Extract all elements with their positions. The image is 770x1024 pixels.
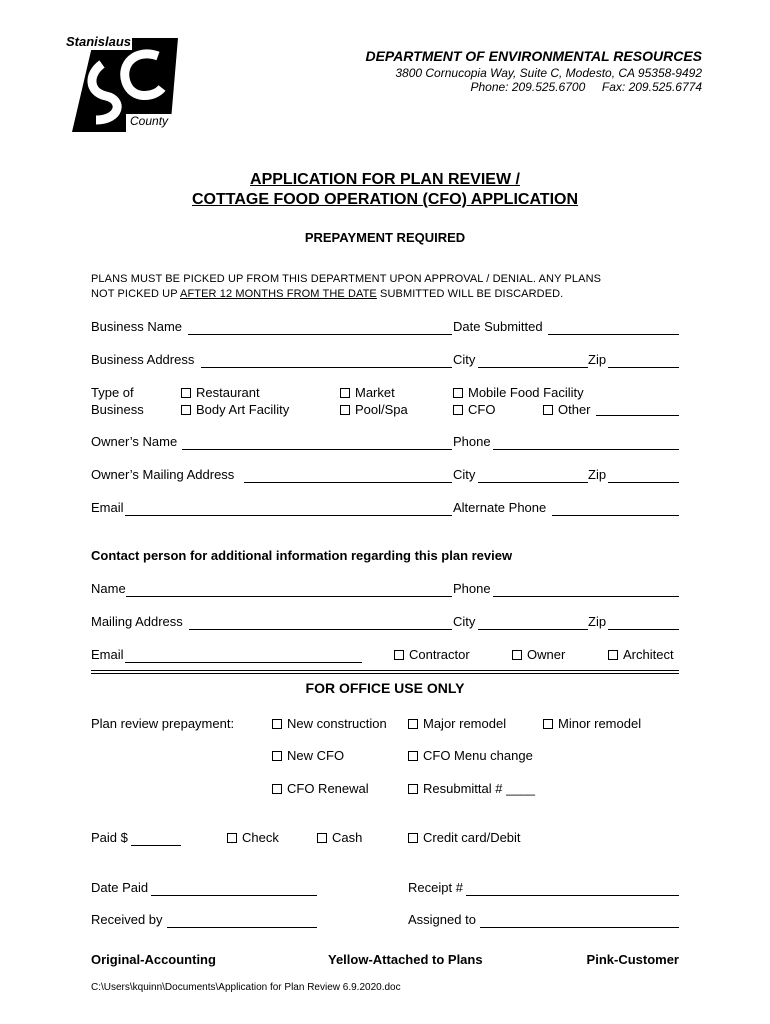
checkbox-icon bbox=[512, 650, 522, 660]
new-construction-checkbox[interactable]: New construction bbox=[272, 716, 387, 731]
checkbox-icon bbox=[272, 784, 282, 794]
market-checkbox[interactable]: Market bbox=[340, 385, 395, 400]
owner-city-label: City bbox=[453, 467, 476, 482]
date-paid-label: Date Paid bbox=[91, 880, 149, 895]
divider-top bbox=[91, 670, 679, 671]
owners-mailing-label: Owner’s Mailing Address bbox=[91, 467, 235, 482]
business-zip-label: Zip bbox=[588, 352, 607, 367]
other-checkbox[interactable]: Other bbox=[543, 402, 591, 417]
business-address-field[interactable] bbox=[201, 367, 452, 368]
contact-email-field[interactable] bbox=[125, 662, 362, 663]
footer-original: Original-Accounting bbox=[91, 952, 216, 967]
architect-checkbox[interactable]: Architect bbox=[608, 647, 674, 662]
prepayment-required: PREPAYMENT REQUIRED bbox=[304, 230, 466, 245]
checkbox-icon bbox=[408, 833, 418, 843]
checkbox-icon bbox=[543, 719, 553, 729]
paid-label: Paid $ bbox=[91, 830, 128, 845]
footer-pink: Pink-Customer bbox=[586, 952, 679, 967]
office-use-heading: FOR OFFICE USE ONLY bbox=[305, 680, 465, 696]
checkbox-icon bbox=[408, 784, 418, 794]
major-remodel-checkbox[interactable]: Major remodel bbox=[408, 716, 506, 731]
logo-text-bottom: County bbox=[130, 114, 169, 128]
checkbox-icon bbox=[394, 650, 404, 660]
owner-phone-label: Phone bbox=[453, 434, 491, 449]
checkbox-icon bbox=[227, 833, 237, 843]
assigned-to-label: Assigned to bbox=[408, 912, 476, 927]
file-path: C:\Users\kquinn\Documents\Application for Plan Review 6.9.2020.doc bbox=[91, 982, 401, 993]
contact-city-field[interactable] bbox=[478, 629, 588, 630]
email-label: Email bbox=[91, 500, 124, 515]
checkbox-icon bbox=[408, 719, 418, 729]
contact-phone-label: Phone bbox=[453, 581, 491, 596]
cfo-renewal-checkbox[interactable]: CFO Renewal bbox=[272, 781, 369, 796]
owners-name-field[interactable] bbox=[182, 449, 452, 450]
received-by-field[interactable] bbox=[167, 927, 317, 928]
prepayment-label: Plan review prepayment: bbox=[91, 716, 235, 731]
assigned-to-field[interactable] bbox=[480, 927, 679, 928]
county-logo bbox=[66, 34, 178, 132]
owner-checkbox[interactable]: Owner bbox=[512, 647, 565, 662]
contact-zip-field[interactable] bbox=[608, 629, 679, 630]
restaurant-checkbox[interactable]: Restaurant bbox=[181, 385, 260, 400]
pool-spa-checkbox[interactable]: Pool/Spa bbox=[340, 402, 408, 417]
type-of-label: Type of bbox=[91, 385, 134, 400]
business-name-label: Business Name bbox=[91, 319, 183, 334]
cfo-menu-change-checkbox[interactable]: CFO Menu change bbox=[408, 748, 533, 763]
checkbox-icon bbox=[272, 719, 282, 729]
receipt-field[interactable] bbox=[466, 895, 679, 896]
title-line-2: COTTAGE FOOD OPERATION (CFO) APPLICATION bbox=[191, 191, 579, 208]
checkbox-icon bbox=[408, 751, 418, 761]
business-label: Business bbox=[91, 402, 144, 417]
new-cfo-checkbox[interactable]: New CFO bbox=[272, 748, 344, 763]
checkbox-icon bbox=[453, 388, 463, 398]
contractor-checkbox[interactable]: Contractor bbox=[394, 647, 470, 662]
date-paid-field[interactable] bbox=[151, 895, 317, 896]
contact-email-label: Email bbox=[91, 647, 124, 662]
logo-text-top: Stanislaus bbox=[66, 34, 132, 49]
alternate-phone-label: Alternate Phone bbox=[453, 500, 547, 515]
resubmittal-checkbox[interactable]: Resubmittal # ____ bbox=[408, 781, 535, 796]
divider-bottom bbox=[91, 673, 679, 674]
title-line-1: APPLICATION FOR PLAN REVIEW / bbox=[250, 171, 520, 188]
business-zip-field[interactable] bbox=[608, 367, 679, 368]
owner-zip-field[interactable] bbox=[608, 482, 679, 483]
cfo-checkbox[interactable]: CFO bbox=[453, 402, 495, 417]
business-city-field[interactable] bbox=[478, 367, 588, 368]
contact-heading: Contact person for additional information regarding this plan review bbox=[91, 548, 513, 563]
business-address-label: Business Address bbox=[91, 352, 195, 367]
business-name-field[interactable] bbox=[188, 334, 452, 335]
owner-phone-field[interactable] bbox=[493, 449, 679, 450]
paid-amount-field[interactable] bbox=[131, 845, 181, 846]
department-address: 3800 Cornucopia Way, Suite C, Modesto, CA 95358-9492 bbox=[395, 66, 702, 80]
notice-line-2: NOT PICKED UP AFTER 12 MONTHS FROM THE DATE SUBMITTED WILL BE DISCARDED. bbox=[91, 288, 564, 300]
contact-mailing-field[interactable] bbox=[189, 629, 452, 630]
checkbox-icon bbox=[543, 405, 553, 415]
checkbox-icon bbox=[340, 388, 350, 398]
notice-line-1: PLANS MUST BE PICKED UP FROM THIS DEPARTMENT UPON APPROVAL / DENIAL. ANY PLANS bbox=[91, 273, 602, 285]
contact-name-label: Name bbox=[91, 581, 126, 596]
department-phone: Phone: 209.525.6700 Fax: 209.525.6774 bbox=[470, 80, 702, 94]
checkbox-icon bbox=[181, 405, 191, 415]
received-by-label: Received by bbox=[91, 912, 163, 927]
cash-checkbox[interactable]: Cash bbox=[317, 830, 362, 845]
contact-name-field[interactable] bbox=[126, 596, 452, 597]
owner-zip-label: Zip bbox=[588, 467, 607, 482]
email-field[interactable] bbox=[125, 515, 452, 516]
alternate-phone-field[interactable] bbox=[552, 515, 679, 516]
footer-yellow: Yellow-Attached to Plans bbox=[328, 952, 483, 967]
credit-card-checkbox[interactable]: Credit card/Debit bbox=[408, 830, 521, 845]
receipt-label: Receipt # bbox=[408, 880, 463, 895]
checkbox-icon bbox=[272, 751, 282, 761]
check-checkbox[interactable]: Check bbox=[227, 830, 279, 845]
checkbox-icon bbox=[317, 833, 327, 843]
minor-remodel-checkbox[interactable]: Minor remodel bbox=[543, 716, 641, 731]
date-submitted-label: Date Submitted bbox=[453, 319, 543, 334]
business-city-label: City bbox=[453, 352, 476, 367]
department-name: DEPARTMENT OF ENVIRONMENTAL RESOURCES bbox=[365, 48, 702, 64]
date-submitted-field[interactable] bbox=[548, 334, 679, 335]
body-art-checkbox[interactable]: Body Art Facility bbox=[181, 402, 289, 417]
checkbox-icon bbox=[453, 405, 463, 415]
checkbox-icon bbox=[340, 405, 350, 415]
contact-phone-field[interactable] bbox=[493, 596, 679, 597]
other-field[interactable] bbox=[596, 415, 679, 416]
contact-zip-label: Zip bbox=[588, 614, 607, 629]
owner-city-field[interactable] bbox=[478, 482, 588, 483]
owners-mailing-field[interactable] bbox=[244, 482, 452, 483]
mobile-food-checkbox[interactable]: Mobile Food Facility bbox=[453, 385, 584, 400]
contact-mailing-label: Mailing Address bbox=[91, 614, 183, 629]
checkbox-icon bbox=[608, 650, 618, 660]
checkbox-icon bbox=[181, 388, 191, 398]
owners-name-label: Owner’s Name bbox=[91, 434, 178, 449]
contact-city-label: City bbox=[453, 614, 476, 629]
